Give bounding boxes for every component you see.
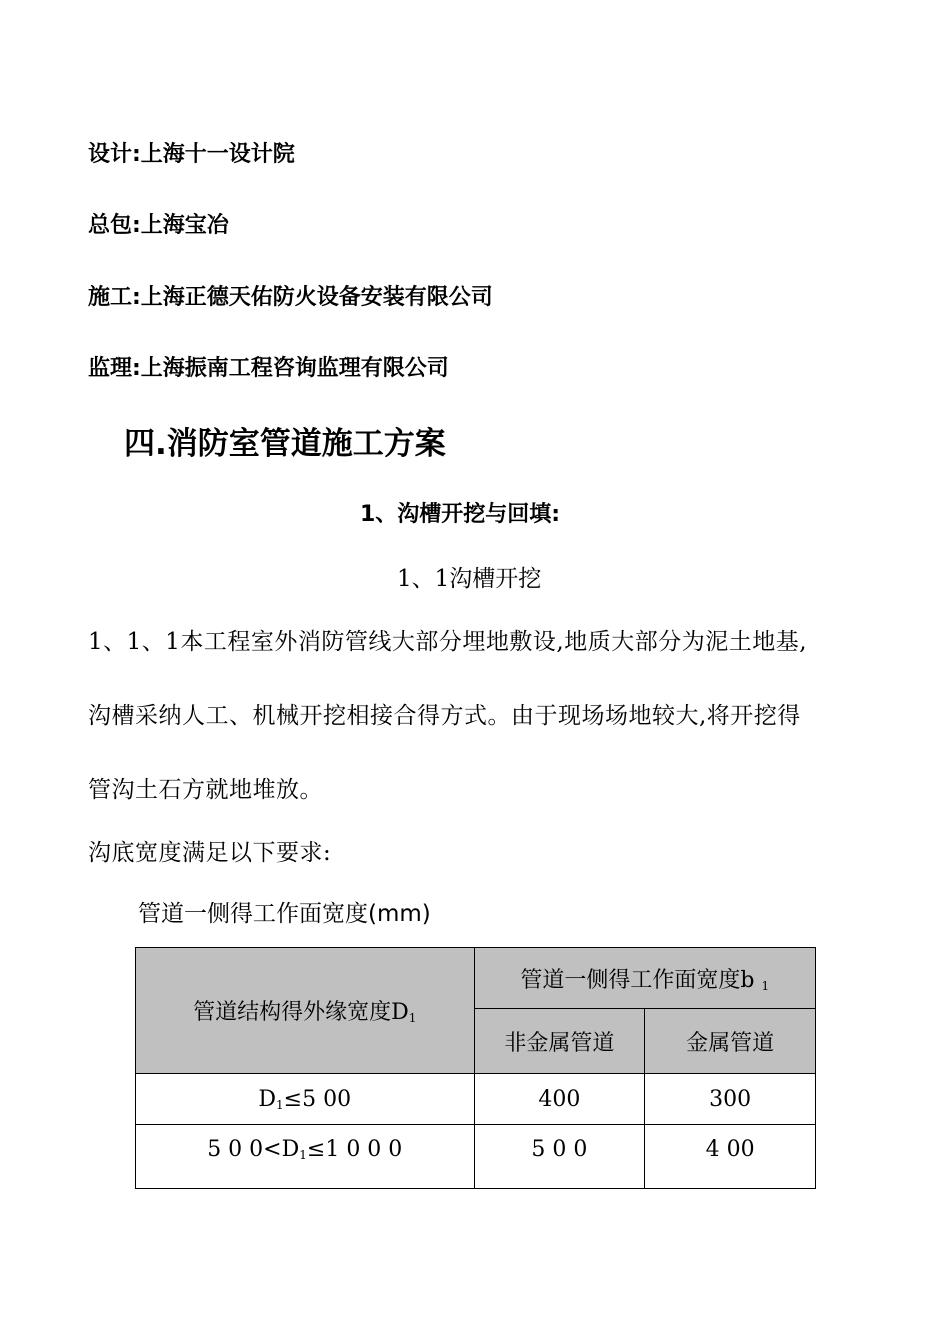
header-nonmetal-pipe: 非金属管道 (474, 1009, 645, 1074)
table-row (136, 1125, 816, 1189)
table-row (136, 1074, 816, 1125)
requirement-line: 沟底宽度满足以下要求: (88, 840, 332, 866)
row-nonmetal-cell: 400 (474, 1074, 645, 1125)
info-line-construction: 施工:上海正德天佑防火设备安装有限公司 (88, 285, 493, 310)
row-metal-cell: 300 (645, 1074, 816, 1125)
table-caption: 管道一侧得工作面宽度(mm) (138, 901, 431, 927)
paragraph-line-1: 1、1、1本工程室外消防管线大部分埋地敷设,地质大部分为泥土地基, (88, 629, 808, 655)
header-outer-width: 管道结构得外缘宽度$D_1$ (136, 948, 475, 1074)
paragraph-line-3: 管沟土石方就地堆放。 (88, 777, 323, 803)
header-metal-pipe: 金属管道 (645, 1009, 816, 1074)
header-work-width: 管道一侧得工作面宽度b $_1$ (474, 948, 816, 1009)
row-metal-cell: 4 00 (645, 1125, 816, 1189)
work-width-table (135, 947, 816, 1189)
chapter-heading: 四.消防室管道施工方案 (124, 426, 446, 462)
info-line-general-contractor: 总包:上海宝冶 (88, 213, 229, 238)
row-range-cell: $D_1\le 5$ 00 (136, 1074, 475, 1125)
subsection-heading: 1、1沟槽开挖 (397, 566, 542, 592)
section-heading: 1、沟槽开挖与回填: (360, 502, 561, 527)
info-line-supervision: 监理:上海振南工程咨询监理有限公司 (88, 356, 449, 381)
row-nonmetal-cell: 5 0 0 (474, 1125, 645, 1189)
row-range-cell: 5 0 $0<D_1\le 1$ 0 0 0 (136, 1125, 475, 1189)
info-line-design: 设计:上海十一设计院 (88, 142, 295, 167)
paragraph-line-2: 沟槽采纳人工、机械开挖相接合得方式。由于现场场地较大,将开挖得 (88, 703, 801, 729)
